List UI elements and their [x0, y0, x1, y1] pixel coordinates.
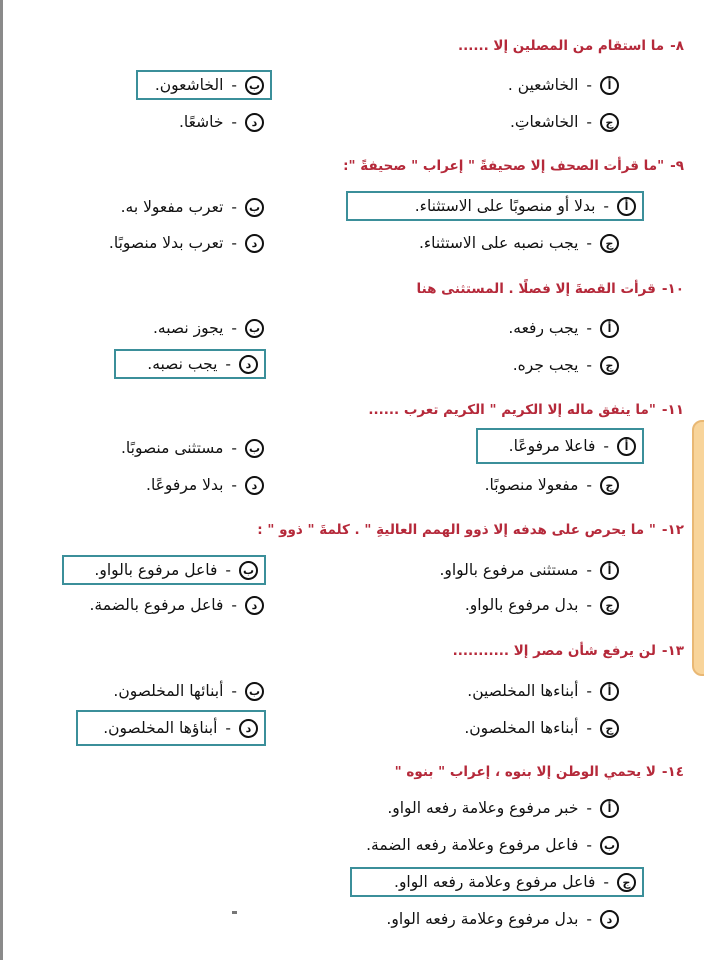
q12-option-c[interactable]: ج - بدل مرفوع بالواو.	[465, 590, 619, 620]
q10-option-c[interactable]: ج - يجب جره.	[513, 350, 619, 380]
q14-option-a[interactable]: أ - خبر مرفوع وعلامة رفعه الواو.	[387, 793, 619, 823]
circle-letter-icon: د	[245, 113, 264, 132]
circle-letter-icon: ب	[245, 198, 264, 217]
q11-option-a[interactable]: أ - فاعلا مرفوعًا.	[476, 428, 644, 464]
q12-option-d[interactable]: د - فاعل مرفوع بالضمة.	[90, 590, 265, 620]
circle-letter-icon: د	[239, 355, 258, 374]
question-8-title: ٨-ما استقام من المصلين إلا ......	[457, 38, 684, 54]
circle-letter-icon: ب	[245, 319, 264, 338]
circle-letter-icon: أ	[600, 799, 619, 818]
circle-letter-icon: د	[600, 910, 619, 929]
circle-letter-icon: د	[245, 476, 264, 495]
q12-option-b[interactable]: ب - فاعل مرفوع بالواو.	[62, 555, 266, 585]
question-13-title: ١٣-لن يرفع شأن مصر إلا ...........	[452, 643, 684, 659]
circle-letter-icon: أ	[617, 197, 636, 216]
circle-letter-icon: ج	[600, 476, 619, 495]
circle-letter-icon: ج	[600, 113, 619, 132]
question-10-title: ١٠-قرأت القصةَ إلا فصلًا . المستثنى هنا	[416, 281, 684, 297]
q8-option-a[interactable]: أ - الخاشعين .	[508, 70, 619, 100]
q11-option-d[interactable]: د - بدلا مرفوعًا.	[146, 470, 264, 500]
circle-letter-icon: أ	[600, 319, 619, 338]
question-9-title: ٩-"ما قرأت الصحف إلا صحيفةً " إعراب " صحيفةً ":	[343, 158, 684, 174]
question-12-title: ١٢-" ما يحرص على هدفه إلا ذوو الهمم العاليةِ " . كلمةَ " ذوو " :	[257, 522, 684, 538]
circle-letter-icon: أ	[600, 76, 619, 95]
question-11-title: ١١-"ما ينفق ماله إلا الكريم " الكريم تعرب ......	[368, 402, 684, 418]
q11-option-b[interactable]: ب - مستثنى منصوبًا.	[121, 433, 264, 463]
circle-letter-icon: ج	[617, 873, 636, 892]
circle-letter-icon: ج	[600, 719, 619, 738]
q10-option-b[interactable]: ب - يجوز نصبه.	[153, 313, 264, 343]
circle-letter-icon: د	[239, 719, 258, 738]
circle-letter-icon: أ	[600, 682, 619, 701]
q11-option-c[interactable]: ج - مفعولا منصوبًا.	[485, 470, 619, 500]
circle-letter-icon: ب	[239, 561, 258, 580]
q9-option-a[interactable]: أ - بدلا أو منصوبًا على الاستثناء.	[346, 191, 644, 221]
circle-letter-icon: د	[245, 596, 264, 615]
circle-letter-icon: ب	[245, 76, 264, 95]
circle-letter-icon: أ	[617, 437, 636, 456]
q14-option-c[interactable]: ج - فاعل مرفوع وعلامة رفعه الواو.	[350, 867, 644, 897]
circle-letter-icon: أ	[600, 561, 619, 580]
q13-option-a[interactable]: أ - أبناءها المخلصين.	[467, 676, 619, 706]
question-14-title: ١٤-لا يحمي الوطن إلا بنوه ، إعراب " بنوه "	[394, 764, 684, 780]
q10-option-d[interactable]: د - يجب نصبه.	[114, 349, 266, 379]
q8-option-b[interactable]: ب - الخاشعون.	[136, 70, 272, 100]
q9-option-d[interactable]: د - تعرب بدلا منصوبًا.	[109, 228, 264, 258]
circle-letter-icon: ب	[245, 439, 264, 458]
q13-option-c[interactable]: ج - أبناءها المخلصون.	[464, 713, 619, 743]
circle-letter-icon: ب	[600, 836, 619, 855]
q8-option-c[interactable]: ج - الخاشعاتِ.	[510, 107, 619, 137]
circle-letter-icon: ج	[600, 596, 619, 615]
q13-option-d[interactable]: د - أبناؤها المخلصون.	[76, 710, 266, 746]
q10-option-a[interactable]: أ - يجب رفعه.	[508, 313, 619, 343]
q13-option-b[interactable]: ب - أبنائها المخلصون.	[113, 676, 264, 706]
circle-letter-icon: ب	[245, 682, 264, 701]
circle-letter-icon: ج	[600, 234, 619, 253]
q12-option-a[interactable]: أ - مستثنى مرفوع بالواو.	[439, 555, 619, 585]
q14-option-d[interactable]: د - بدل مرفوع وعلامة رفعه الواو.	[386, 904, 619, 934]
circle-letter-icon: د	[245, 234, 264, 253]
q14-option-b[interactable]: ب - فاعل مرفوع وعلامة رفعه الضمة.	[366, 830, 619, 860]
q8-option-d[interactable]: د - خاشعًا.	[179, 107, 264, 137]
stray-mark	[232, 911, 237, 914]
q9-option-c[interactable]: ج - يجب نصبه على الاستثناء.	[419, 228, 619, 258]
circle-letter-icon: ج	[600, 356, 619, 375]
q9-option-b[interactable]: ب - تعرب مفعولا به.	[121, 192, 264, 222]
